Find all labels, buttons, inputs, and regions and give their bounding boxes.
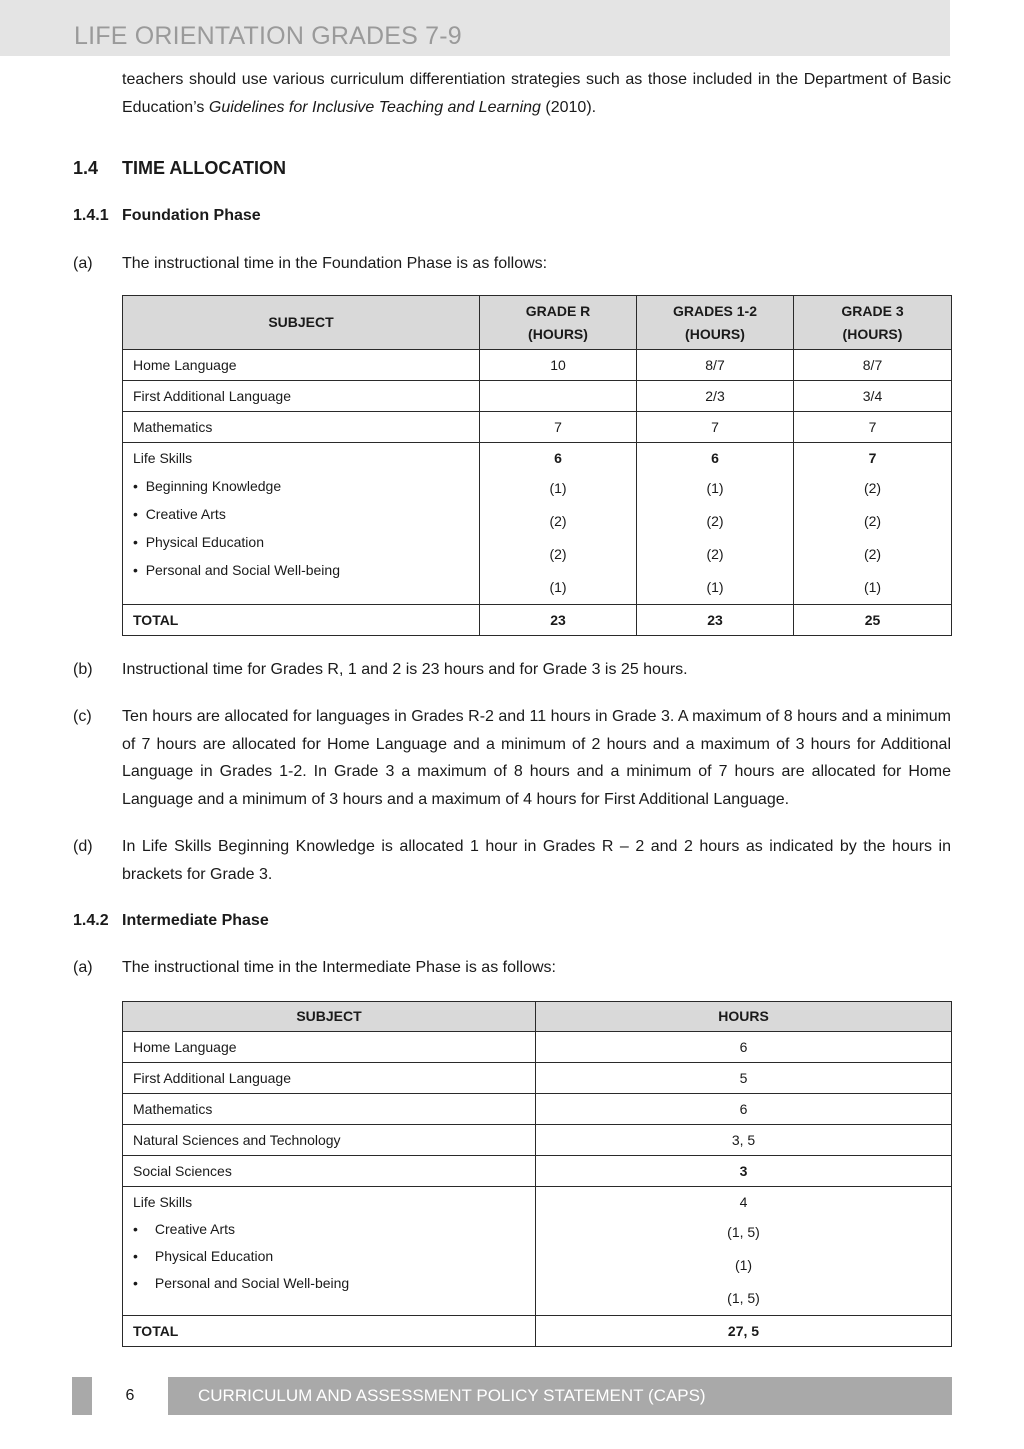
intermediate-time-table xyxy=(122,1001,952,1347)
intermediate-a-text: The instructional time in the Intermediate Phase is as follows: xyxy=(122,959,556,976)
col-header-grade-r-unit: (HOURS) xyxy=(528,325,588,342)
cell-grades-1-2: 2/3 xyxy=(637,381,794,412)
life-skills-label: Life Skills xyxy=(133,450,193,466)
cell-total-grades-1-2: 23 xyxy=(637,605,794,636)
cell-total-hours: 27, 5 xyxy=(536,1316,952,1347)
col-header-grade-3-title: GRADE 3 xyxy=(841,302,904,319)
cell-grade-3: 7 xyxy=(794,412,952,443)
foundation-b-label: (b) xyxy=(73,661,93,678)
foundation-c-label: (c) xyxy=(73,708,92,725)
life-skills-sub-value: (2) xyxy=(863,480,882,496)
life-skills-sub-value: (2) xyxy=(863,513,882,529)
life-skills-item: • Personal and Social Well-being xyxy=(133,562,340,578)
cell-grades-1-2: 8/7 xyxy=(637,350,794,381)
intro-text-end: (2010). xyxy=(540,98,597,116)
foundation-d-text: In Life Skills Beginning Knowledge is allocated 1 hour in Grades R – 2 and 2 hours as indicated by the hours in brackets for Grade 3. xyxy=(122,838,951,883)
cell-hours-life-skills xyxy=(536,1187,952,1316)
col-header-subject: SUBJECT xyxy=(123,296,480,350)
foundation-c-text: Ten hours are allocated for languages in Grades R-2 and 11 hours in Grade 3. A maximum of 8 hours and a minimum of 7 hours are allocated for Home Language and a minimum of 2 hours and a maximum of 3 hours for Additional Language in Grades 1-2. In Grade 3 a maximum of 8 hours and a minimum of 7 hours are allocated for Home Language and a minimum of 3 hours and a maximum of 4 hours for First Additional Language. xyxy=(122,708,951,808)
life-skills-item: • Creative Arts xyxy=(133,506,226,522)
cell-hours: 6 xyxy=(536,1032,952,1063)
table-row xyxy=(123,412,952,443)
cell-grade-r: 10 xyxy=(480,350,637,381)
foundation-a-text: The instructional time in the Foundation Phase is as follows: xyxy=(122,255,548,272)
col-header-subject: SUBJECT xyxy=(123,1002,536,1032)
subsection-title-foundation: Foundation Phase xyxy=(122,207,261,224)
life-skills-item: • Creative Arts xyxy=(133,1221,236,1237)
intro-italic-title: Guidelines for Inclusive Teaching and Learning xyxy=(208,98,541,116)
life-skills-item: • Beginning Knowledge xyxy=(133,478,282,494)
life-skills-sub-value: (1, 5) xyxy=(727,1290,760,1306)
life-skills-label: Life Skills xyxy=(133,1194,193,1210)
cell-subject: Natural Sciences and Technology xyxy=(123,1125,536,1156)
col-header-hours: HOURS xyxy=(536,1002,952,1032)
table-row xyxy=(123,1063,952,1094)
cell-grade-3: 3/4 xyxy=(794,381,952,412)
cell-hours: 6 xyxy=(536,1094,952,1125)
subsection-title-intermediate: Intermediate Phase xyxy=(122,912,269,929)
table-row-life-skills xyxy=(123,443,952,605)
life-skills-item: • Physical Education xyxy=(133,534,264,550)
cell-subject: Home Language xyxy=(123,1032,536,1063)
life-skills-sub-value: (2) xyxy=(706,513,724,529)
subsection-number-foundation: 1.4.1 xyxy=(73,207,109,224)
cell-subject: First Additional Language xyxy=(123,381,480,412)
table-row xyxy=(123,381,952,412)
cell-hours: 3 xyxy=(536,1156,952,1187)
life-skills-total-value: 4 xyxy=(739,1194,748,1210)
life-skills-total-value: 6 xyxy=(554,450,562,466)
cell-total-grade-3: 25 xyxy=(794,605,952,636)
table-row-total xyxy=(123,605,952,636)
col-header-grades-1-2 xyxy=(637,296,794,350)
life-skills-sub-value: (1) xyxy=(549,480,567,496)
life-skills-sub-value: (1) xyxy=(863,579,882,595)
cell-total-grade-r: 23 xyxy=(480,605,637,636)
section-title: TIME ALLOCATION xyxy=(122,158,286,178)
intermediate-a-label: (a) xyxy=(73,959,93,976)
life-skills-sub-value: (2) xyxy=(549,546,567,562)
col-header-grades-1-2-unit: (HOURS) xyxy=(685,325,745,342)
cell-grades-1-2: 7 xyxy=(637,412,794,443)
life-skills-sub-value: (1) xyxy=(549,579,567,595)
table-row-total xyxy=(123,1316,952,1347)
table-row xyxy=(123,1125,952,1156)
page-number: 6 xyxy=(92,1377,168,1415)
life-skills-sub-value: (2) xyxy=(863,546,882,562)
foundation-d-label: (d) xyxy=(73,838,93,855)
life-skills-item: • Personal and Social Well-being xyxy=(133,1275,350,1291)
foundation-a-label: (a) xyxy=(73,255,93,272)
page-header-title: LIFE ORIENTATION GRADES 7-9 xyxy=(74,22,462,50)
table-row xyxy=(123,350,952,381)
intro-paragraph xyxy=(122,66,951,121)
life-skills-sub-value: (1, 5) xyxy=(727,1224,760,1240)
cell-grade-3: 8/7 xyxy=(794,350,952,381)
cell-grades-1-2-life-skills xyxy=(637,443,794,605)
section-number: 1.4 xyxy=(73,158,99,178)
life-skills-sub-value: (2) xyxy=(549,513,567,529)
col-header-grades-1-2-title: GRADES 1-2 xyxy=(672,302,758,319)
cell-subject: Social Sciences xyxy=(123,1156,536,1187)
col-header-grade-r-title: GRADE R xyxy=(525,302,591,319)
life-skills-sub-value: (1) xyxy=(706,480,724,496)
table-row xyxy=(123,1032,952,1063)
life-skills-total-value: 6 xyxy=(711,450,719,466)
intro-text: teachers should use various curriculum differentiation strategies such as those included in the Department of Basic Education’s xyxy=(122,71,951,116)
cell-grade-r-life-skills xyxy=(480,443,637,605)
cell-hours: 3, 5 xyxy=(536,1125,952,1156)
table-row xyxy=(123,1156,952,1187)
cell-subject-life-skills xyxy=(123,1187,536,1316)
cell-grade-3-life-skills xyxy=(794,443,952,605)
life-skills-total-value: 7 xyxy=(868,450,877,466)
cell-grade-r: 7 xyxy=(480,412,637,443)
cell-subject-life-skills xyxy=(123,443,480,605)
col-header-grade-3 xyxy=(794,296,952,350)
foundation-b-text: Instructional time for Grades R, 1 and 2 is 23 hours and for Grade 3 is 25 hours. xyxy=(122,661,688,678)
cell-subject: First Additional Language xyxy=(123,1063,536,1094)
cell-subject: Mathematics xyxy=(123,1094,536,1125)
subsection-number-intermediate: 1.4.2 xyxy=(73,912,109,929)
col-header-grade-3-unit: (HOURS) xyxy=(842,325,903,342)
table-row xyxy=(123,1094,952,1125)
life-skills-sub-value: (1) xyxy=(734,1257,753,1273)
foundation-time-table xyxy=(122,295,952,636)
life-skills-sub-value: (1) xyxy=(706,579,724,595)
cell-grade-r xyxy=(480,381,637,412)
cell-subject: Mathematics xyxy=(123,412,480,443)
cell-hours: 5 xyxy=(536,1063,952,1094)
footer-title: CURRICULUM AND ASSESSMENT POLICY STATEMENT (CAPS) xyxy=(198,1386,706,1405)
cell-subject: Home Language xyxy=(123,350,480,381)
cell-total-label: TOTAL xyxy=(123,605,480,636)
life-skills-sub-value: (2) xyxy=(706,546,724,562)
table-row-life-skills xyxy=(123,1187,952,1316)
col-header-grade-r xyxy=(480,296,637,350)
cell-total-label: TOTAL xyxy=(123,1316,536,1347)
life-skills-item: • Physical Education xyxy=(133,1248,274,1264)
